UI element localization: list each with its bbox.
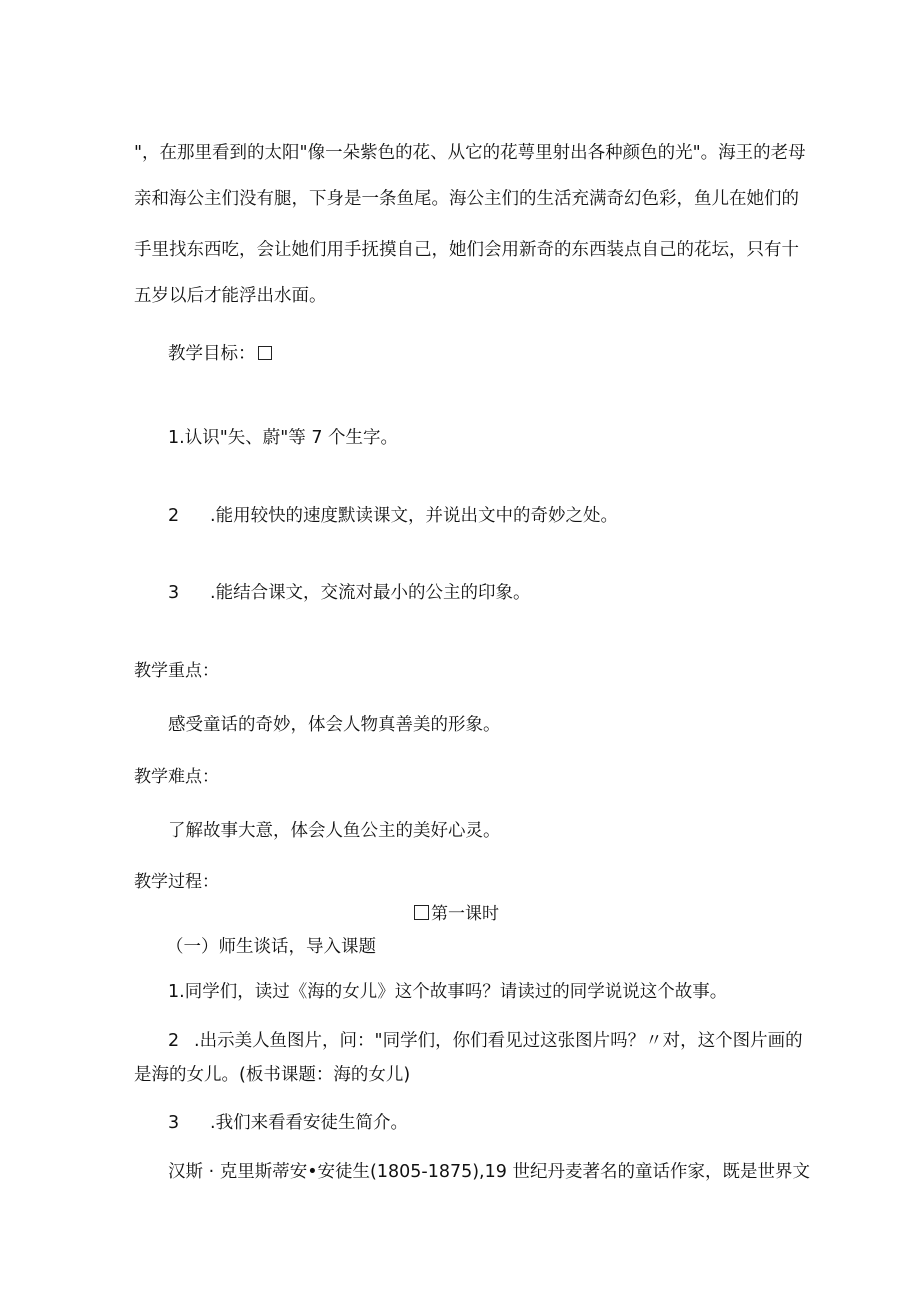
process-step-2 xyxy=(168,1029,803,1053)
goal-item-3 xyxy=(168,581,531,605)
process-step-1 xyxy=(168,980,727,1004)
process-step-2-text: .出示美人鱼图片，问："同学们，你们看见过这张图片吗？〃对，这个图片画的 xyxy=(194,1031,803,1051)
difficulty-heading: 教学难点： xyxy=(134,767,219,787)
goals-heading xyxy=(168,342,272,366)
goal-item-1 xyxy=(168,426,398,450)
lesson-title xyxy=(414,902,499,926)
intro-line-3: 手里找东西吃，会让她们用手抚摸自己，她们会用新奇的东西装点自己的花坛，只有十 xyxy=(134,240,799,260)
goal-item-1-num: 1. xyxy=(168,428,185,448)
intro-line-4: 五岁以后才能浮出水面。 xyxy=(134,286,327,306)
goal-item-2 xyxy=(168,504,618,528)
section-title: （一）师生谈话，导入课题 xyxy=(166,937,376,957)
process-step-3 xyxy=(168,1111,408,1135)
difficulty-text: 了解故事大意，体会人鱼公主的美好心灵。 xyxy=(168,821,501,841)
key-point-heading: 教学重点： xyxy=(134,661,219,681)
process-step-2-continuation: 是海的女儿。(板书课题：海的女儿) xyxy=(134,1065,411,1085)
box-glyph-icon xyxy=(414,905,429,920)
goal-item-1-text: 认识"矢、蔚"等 7 个生字。 xyxy=(184,428,399,448)
key-point-text: 感受童话的奇妙，体会人物真善美的形象。 xyxy=(168,715,501,735)
process-step-1-num: 1. xyxy=(168,982,185,1002)
process-step-3-num: 3 xyxy=(168,1113,180,1133)
goal-item-2-num: 2 xyxy=(168,506,180,526)
intro-line-1: "，在那里看到的太阳"像一朵紫色的花、从它的花萼里射出各种颜色的光"。海王的老母 xyxy=(134,143,806,163)
process-step-3-text: .我们来看看安徒生简介。 xyxy=(210,1113,409,1133)
goal-item-3-text: .能结合课文，交流对最小的公主的印象。 xyxy=(210,583,531,603)
goals-heading-text: 教学目标： xyxy=(168,344,256,364)
lesson-title-text: 第一课时 xyxy=(431,904,499,924)
bio-line: 汉斯 · 克里斯蒂安•安徒生(1805-1875),19 世纪丹麦著名的童话作家，既是世界文 xyxy=(168,1162,810,1182)
goal-item-2-text: .能用较快的速度默读课文，并说出文中的奇妙之处。 xyxy=(210,506,619,526)
intro-line-2: 亲和海公主们没有腿，下身是一条鱼尾。海公主们的生活充满奇幻色彩，鱼儿在她们的 xyxy=(134,189,799,209)
process-step-1-text: 同学们，读过《海的女儿》这个故事吗？请读过的同学说说这个故事。 xyxy=(184,982,728,1002)
checkbox-glyph-icon xyxy=(258,346,272,360)
goal-item-3-num: 3 xyxy=(168,583,180,603)
process-step-2-num: 2 xyxy=(168,1031,180,1051)
process-heading: 教学过程： xyxy=(134,872,219,892)
